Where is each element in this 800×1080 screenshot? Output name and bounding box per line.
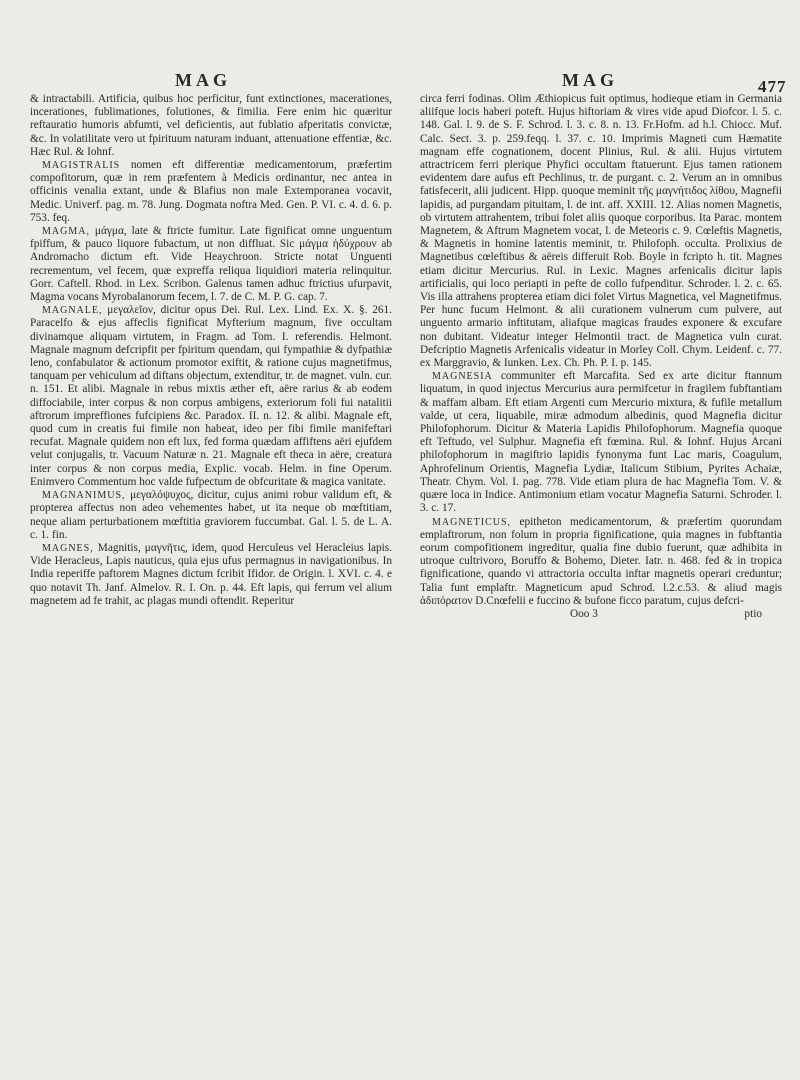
catchword: ptio	[744, 607, 762, 620]
entry-text: μεγαλόψυχος, dicitur, cujus animi robur validum eft, & propterea affectus non adeo vehementes habet, ut ita neque ob mœftitiam, neque aliam perturbationem mœftitia graviorem fuccumbat. Gal. l. 5. de L. A. c. 1. fin.	[30, 489, 392, 541]
signature-mark: Ooo 3	[570, 607, 598, 620]
entry-headword: MAGISTRALIS	[42, 160, 121, 172]
left-column	[30, 93, 392, 621]
entry-text: Magnitis, μαγνῆτις, idem, quod Herculeus vel Heracleius lapis. Vide Heracleus, Lapis nauticus, quia ejus ufus permagnus in navigationibus. In India reperiffe paftorem Magnes dictum fcribit Ifidor. de Origin. l. XVI. c. 4. e quo notavit Th. Janf. Almelov. R. I. On. p. 44. Eft lapis, qui ferrum vel alium magnetem ad fe trahit, ac plagas mundi oftendit. Reperitur	[30, 541, 392, 607]
entry-text: circa ferri fodinas. Olim Æthiopicus fuit optimus, hodieque etiam in Germania aliifque locis haberi poteft. Hujus hiftoriam & vires vide apud Diofcor. l. 5. c. 148. Gal. l. 9. de S. F. Schrod. l. 3. c. 8. n. 13. Fr.Hofm. ad h.l. Chiocc. Muf. Calc. Sect. 3. p. 259.feqq. l. 37. c. 10. Imprimis Magneti cum Hæmatite magnam effe cognationem, docent Plinius, Rul. & alii. Hujus virtutem attractricem ferri plerique Phyfici occultam ftatuerunt. Ejus tamen rationem evidentem dare aufus eft Pechlinus, tr. de purgant. c. 2. Verum an in omnibus fatisfecerit, alii judicent. Hipp. quoque meminit τῆς μαγνήτιδος λίθου, Magnefii lapidis, ad purgandam pituitam, l. de int. aff. XXIII. 12. Alias nomen Magnetis, ob virtutem attrahentem, tribui folet aliis quoque corporibus. Ita Parac. montem Magnetem, & Aftrum Magnetem vocat, l. de Meteoris c. 9. Cœleftis Magnetis, & Magnetis in homine latentis meminit, tr. Philofoph. occulta. Prolixius de Magnetibus cœleftibus & aëreis differuit Rob. Boyle in fcripto h. tit. Magnes etiam dicitur Mercurius. Rul. in Lexic. Magnes arfenicalis dicitur lapis artificialis, qui loco periapti in pefte de collo fufpenditur. Schroder. l. 2. c. 65. Vis illa attrahens propterea etiam dici folet Virtus Magnetica, vel Magnetifmus. Per hunc fucum Helmont. & alii curationem vulnerum cum pulvere, aut unguento armario inftitutam, aliafque magicas fraudes exponere & excufare non dubitant. Videatur integer Helmontii tract. de Magnetica vuln curat. Defcriptio Magnetis Arfenicalis videatur in Morley Coll. Chym. Leidenf. c. 77. ex Marggravio, & Iunken. Lex. Ch. Ph. P. I. p. 145.	[420, 93, 782, 370]
signature-line	[420, 608, 782, 621]
entry-text: epitheton medicamentorum, & præfertim quorundam emplaftrorum, non folum in propria fignificatione, quia magnes in fubftantia eorum compofitionem ingreditur, qualia fine dubio fuerunt, quæ adhibita in utroque cultrivoro, Boruffo & Bohemo, Dieter. Iatr. n. 468. fed & in tropica fignificatione, quando vi attractoria occulta inftar magnetis operari creduntur; Talia funt emplaftr. Magneticum apud Schrod. l.2.c.53. & aliud magis ἀδιπόρατον D.Cnœfelii e fuccino & bufone ficco paratum, cujus defcri-	[420, 515, 782, 607]
dictionary-entry	[30, 225, 392, 304]
entry-headword: MAGNALE,	[42, 305, 103, 317]
entry-headword: MAGNES,	[42, 542, 94, 554]
entry-headword: MAGNESIA	[432, 371, 493, 383]
dictionary-entry	[30, 304, 392, 489]
dictionary-entry	[30, 489, 392, 542]
dictionary-entry	[30, 93, 392, 159]
entry-headword: MAGNETICUS,	[432, 516, 512, 528]
entry-headword: MAGNANIMUS,	[42, 490, 126, 502]
text-columns	[30, 93, 782, 621]
dictionary-entry	[30, 159, 392, 225]
dictionary-entry	[420, 370, 782, 515]
entry-text: communiter eft Marcafita. Sed ex arte dicitur ftannum liquatum, in quod injectus Mercurius aura permifcetur in fragilem fubftantiam & maffam albam. Eft etiam Argenti cum Mercurio mixtura, & fufile metallum valde, ut cera, liquabile, miræ admodum albedinis, quod Magnefia dicitur Philofophorum. Dicitur & Materia Lapidis Philofophorum. Magnefia quoque eft Teftudo, vel Sulphur. Magnefia eft fœmina. Rul. & Iohnf. Hujus Arcani philofophorum in magiftrio lapidis fynonyma funt Lac maris, Coagulum, Aphrofelinum Orientis, Magnefia Lydiæ, Italicum Stibium, Pyrites Achaiæ, Theatr. Chym. Vol. I. pag. 778. Vide etiam plura de hac Magnefia Tom. V. & quære loca in Indice. Antimonium etiam vocatur Magnefia Saturni. Schroder. l. 3. c. 17.	[420, 370, 782, 515]
running-head-left: MAG	[175, 70, 231, 90]
entry-headword: MAGMA,	[42, 226, 90, 238]
entry-text: μεγαλεῖον, dicitur opus Dei. Rul. Lex. Lind. Ex. X. §. 261. Paracelfo & ejus affeclis fignificat Myfterium magnum, five occultam divinamque aliquam virtutem, in Fragm. ad Tom. I. referendis. Helmont. Magnale magnum defcripfit per fpiritum quendam, qui fympathiæ & dyfpathiæ leno, confabulator & actionum promotor exiftit, & ratione cujus magnetifmus, tanquam per vehiculum ad diftans objectum, extenditur, tr. de magnet. vuln. cur. n. 151. Et alibi. Magnale in rebus mixtis æther eft, aëre rarius & ab eodem diffociabile, inter corpus & non corpus ambigens, exteriorum foli fui natalitii aftrorum impreffiones fufcipiens &c. Paradox. II. n. 12. & alibi. Magnale eft, quod cum in creatis fui fimile non habeat, ideo per fibi fimile manifeftari recufat. Magnale quidem non eft lux, fed forma quædam affiftens aëri ejufdem velut conjugalis, tr. Vacuum Naturæ n. 21. Magnale eft theca in aëre, creatura inter corpus & non corpus media, Explic. vocab. Helm. in fine Operum. Enimvero Commentum hoc valde fufpectum de obfcuritate & magica vanitate.	[30, 304, 392, 488]
page-number: 477	[758, 77, 787, 96]
entry-text: μάγμα, late & ftricte fumitur. Late fignificat omne unguentum fpiffum, & pauco liquore fubactum, ut non diffluat. Sic μάγμα ἡδύχρουν ab Andromacho dictum eft. Vide Heaychroon. Stricte notat Unguenti recrementum, vel fecem, quæ expreffa reliqua liquidiori materia relinquitur. Gorr. Caftell. Rhod. in Lex. Scribon. Galenus tamen adhuc ftrictius ufurpavit, Magma vocans Myrobalanorum fecem, l. 7. de C. M. P. G. cap. 7.	[30, 225, 392, 304]
running-head-right: MAG	[562, 70, 618, 90]
dictionary-entry	[420, 93, 782, 370]
dictionary-entry	[420, 516, 782, 608]
right-column	[420, 93, 782, 621]
entry-text: & intractabili. Artificia, quibus hoc perficitur, funt extinctiones, macerationes, incerationes, fublimationes, folutiones, & fimilia. Fere enim hic quæritur reftauratio humoris abfumti, vel deficientis, aut fublatio afperitatis convictæ, &c. In volatilitate vero ut fpirituum naturam induant, attenuatione effentiæ, &c. Hæc Rul. & Iohnf.	[30, 93, 392, 158]
entry-text: nomen eft differentiæ medicamentorum, præfertim compofitorum, quæ in rem præfentem à Medicis ordinantur, nec antea in officinis venalia extant, unde & Blafius non male Extemporanea vocavit, Medic. Univerf. pag. m. 78. Jung. Dogmata noftra Med. Gen. P. VI. c. 4. d. 6. p. 753. feq.	[30, 159, 392, 224]
dictionary-entry	[30, 542, 392, 608]
